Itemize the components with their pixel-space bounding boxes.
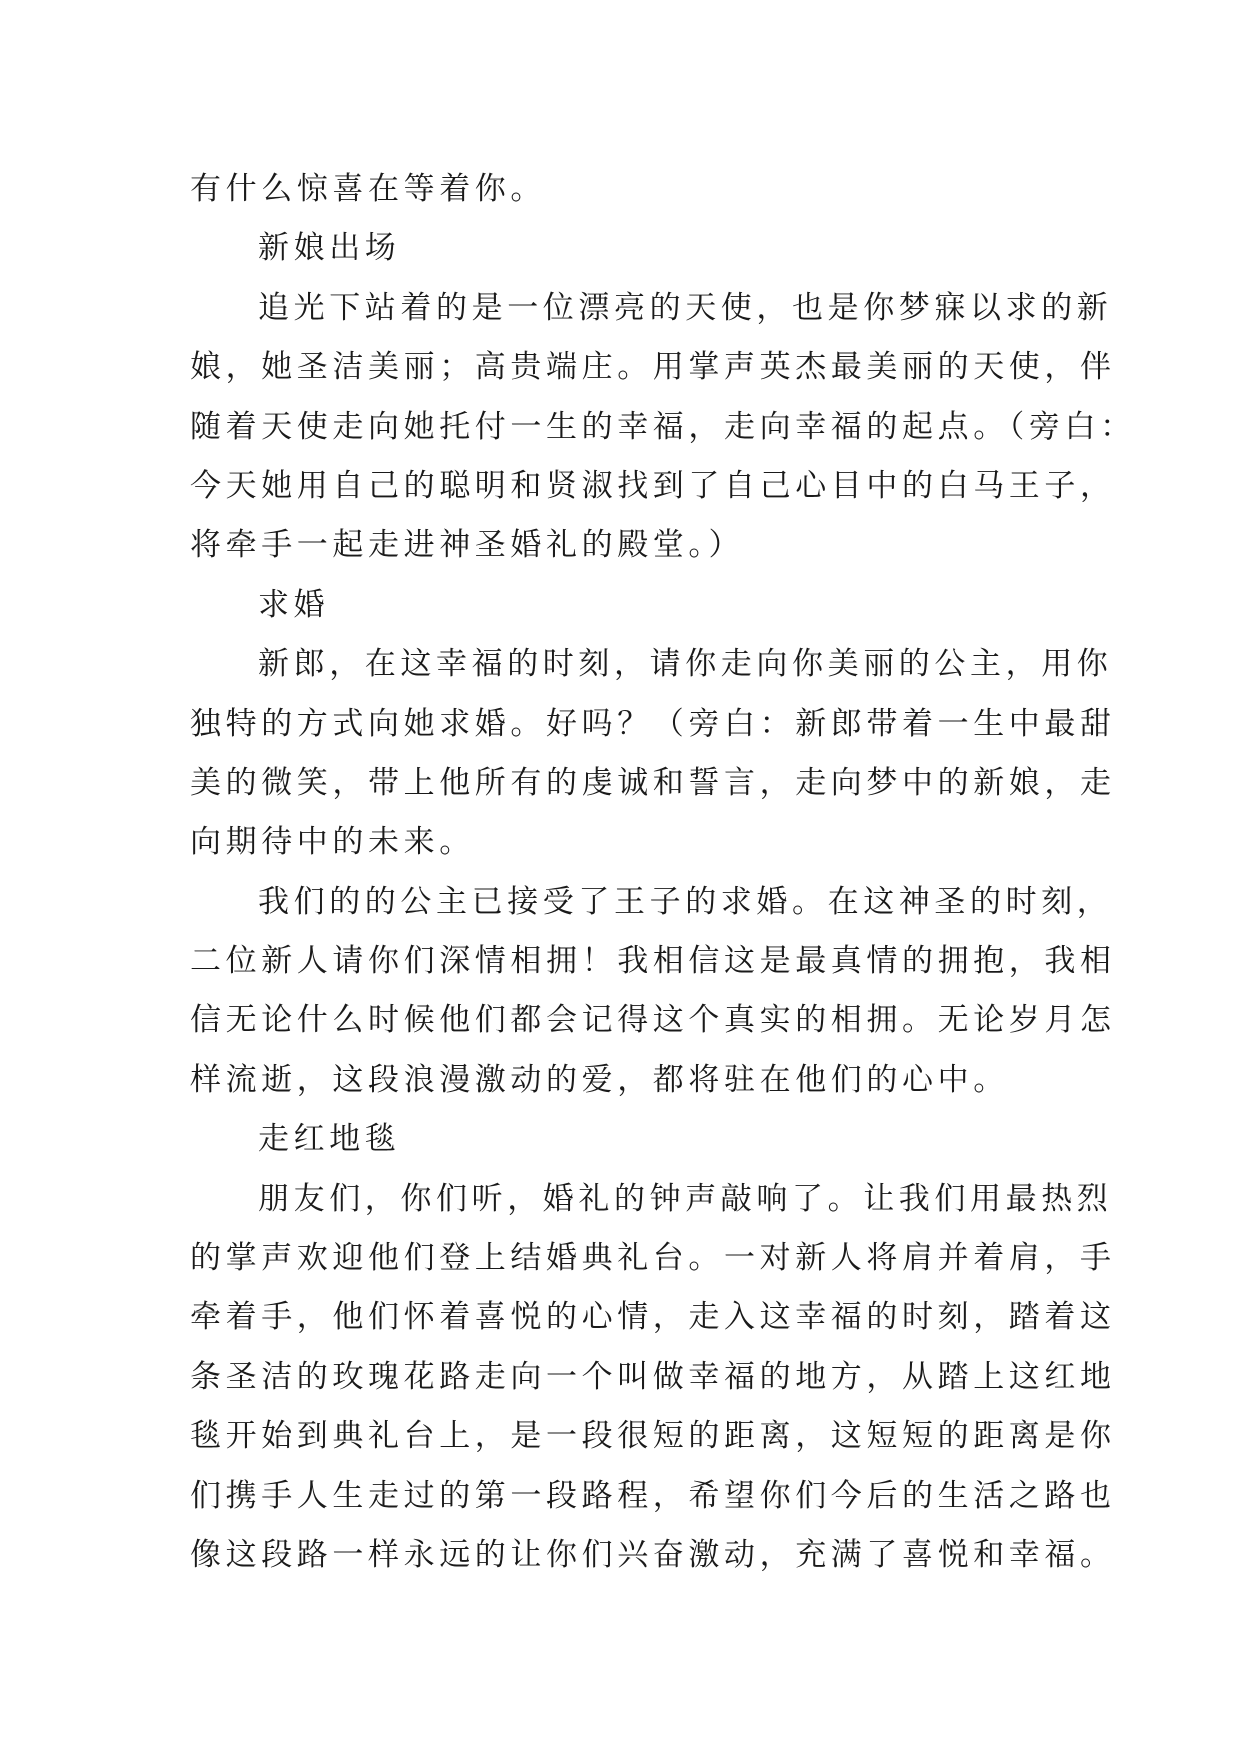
text-line: 将牵手一起走进神圣婚礼的殿堂。） [190,527,745,564]
section-heading-bride-entrance: 新娘出场 [258,230,401,267]
text-line: 向期待中的未来。 [190,824,475,861]
text-line: 有什么惊喜在等着你。 [190,171,546,207]
text-line: 今天她用自己的聪明和贤淑找到了自己心目中的白马王子， [190,467,1116,504]
text-line: 独特的方式向她求婚。好吗？（旁白：新郎带着一生中最甜 [190,705,1116,742]
text-line: 样流逝，这段浪漫激动的爱，都将驻在他们的心中。 [190,1061,1009,1098]
text-line: 我们的的公主已接受了王子的求婚。在这神圣的时刻， [258,883,1113,920]
text-line: 条圣洁的玫瑰花路走向一个叫做幸福的地方，从踏上这红地 [190,1358,1116,1395]
text-line: 美的微笑，带上他所有的虔诚和誓言，走向梦中的新娘，走 [190,764,1116,801]
section-heading-red-carpet: 走红地毯 [258,1121,401,1158]
text-line: 毯开始到典礼台上，是一段很短的距离，这短短的距离是你 [190,1418,1116,1455]
section-heading-proposal: 求婚 [258,586,330,623]
text-line: 随着天使走向她托付一生的幸福，走向幸福的起点。（旁白： [190,408,1136,445]
text-line: 们携手人生走过的第一段路程，希望你们今后的生活之路也 [190,1477,1116,1514]
text-line: 新郎，在这幸福的时刻，请你走向你美丽的公主，用你 [258,646,1113,683]
text-line: 的掌声欢迎他们登上结婚典礼台。一对新人将肩并着肩，手 [190,1240,1116,1277]
text-line: 像这段路一样永远的让你们兴奋激动，充满了喜悦和幸福。 [190,1536,1116,1573]
text-line: 牵着手，他们怀着喜悦的心情，走入这幸福的时刻，踏着这 [190,1299,1116,1336]
text-line: 朋友们，你们听，婚礼的钟声敲响了。让我们用最热烈 [258,1180,1113,1217]
text-line: 娘，她圣洁美丽；高贵端庄。用掌声英杰最美丽的天使，伴 [190,349,1116,386]
text-line: 二位新人请你们深情相拥！我相信这是最真情的拥抱，我相 [190,943,1116,980]
text-line: 追光下站着的是一位漂亮的天使，也是你梦寐以求的新 [258,289,1113,326]
document-body [190,160,1136,1585]
text-line: 信无论什么时候他们都会记得这个真实的相拥。无论岁月怎 [190,1002,1116,1039]
